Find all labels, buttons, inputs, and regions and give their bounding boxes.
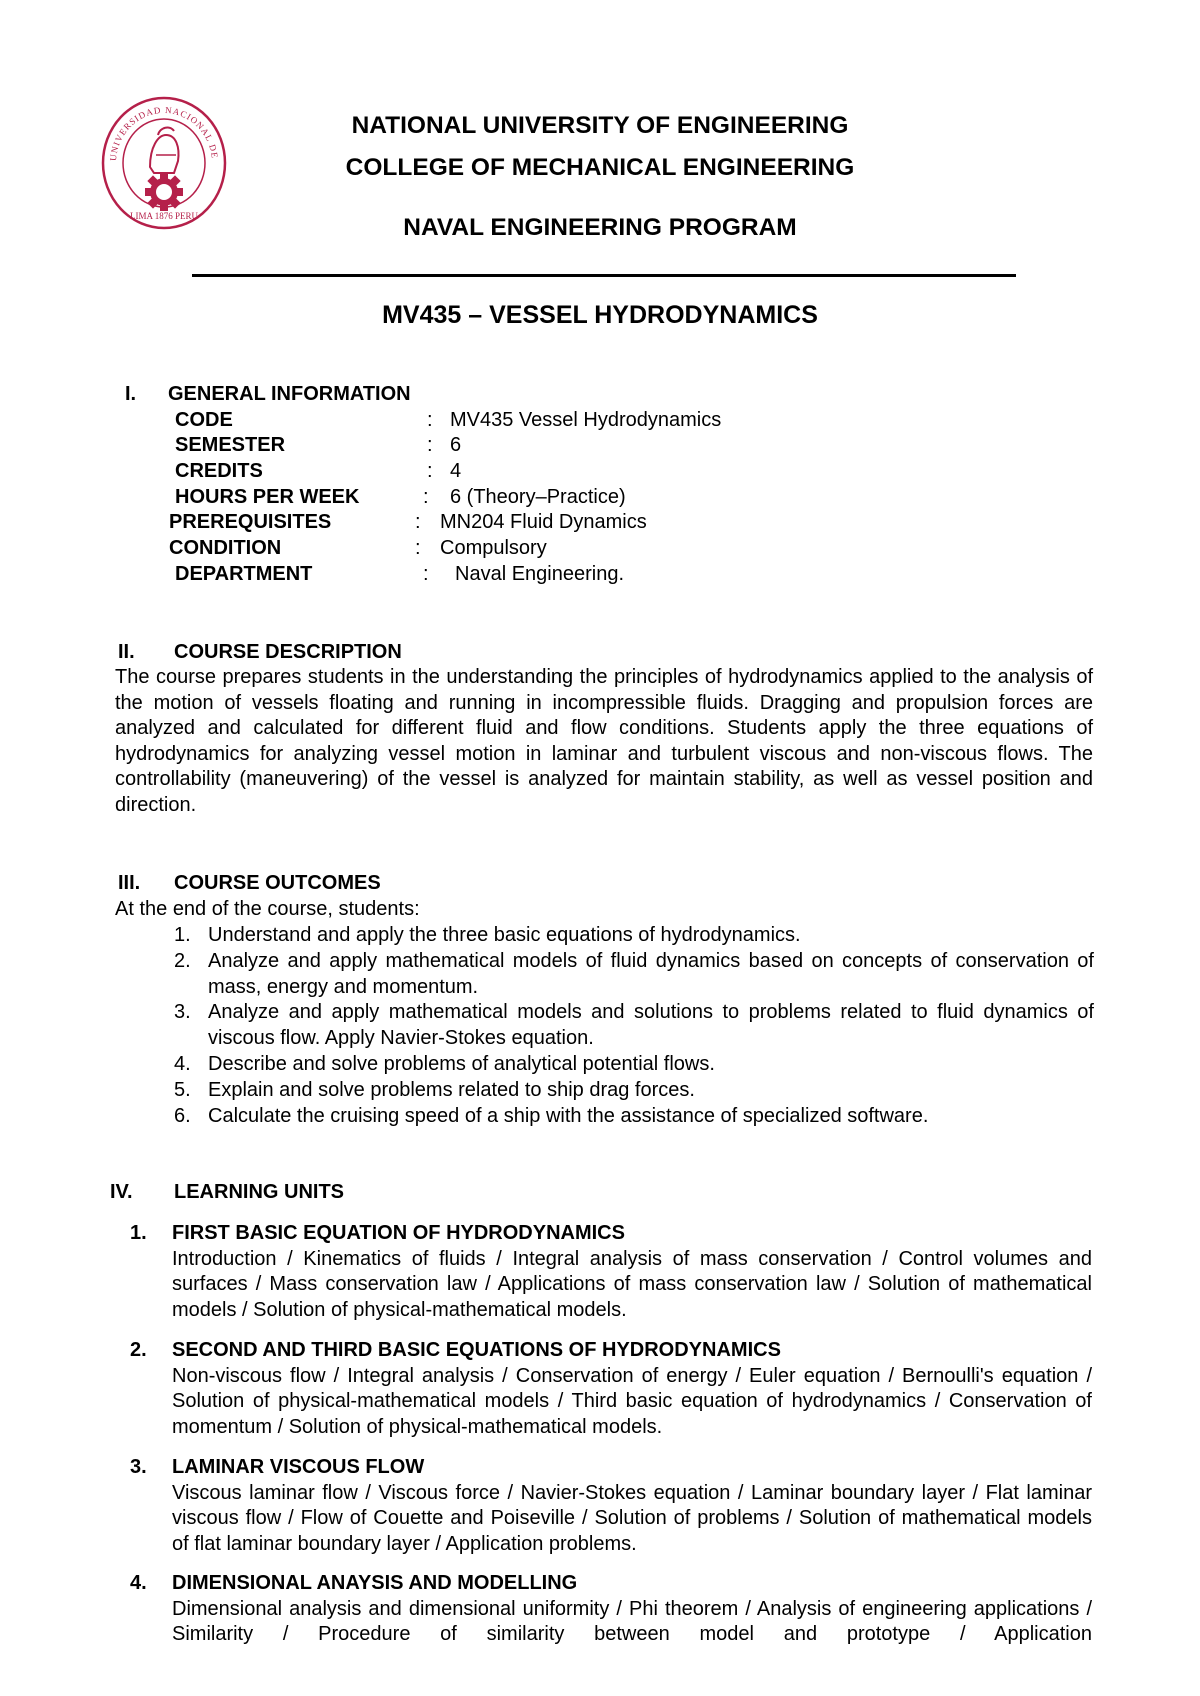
college-name: COLLEGE OF MECHANICAL ENGINEERING [345,154,855,181]
section-title: LEARNING UNITS [174,1181,344,1203]
svg-text:LIMA 1876 PERU: LIMA 1876 PERU [129,211,199,221]
section-number: IV. [110,1181,133,1203]
info-value-hours: 6 (Theory–Practice) [450,486,626,508]
info-value-condition: Compulsory [440,537,547,559]
university-name: NATIONAL UNIVERSITY OF ENGINEERING [351,112,849,139]
learning-unit: 4. DIMENSIONAL ANAYSIS AND MODELLING Dimensional analysis and dimensional uniformity / Phi theorem / Analysis of engineering applications / Similarity / Procedure of similarity between model and prototype / Application [130,1572,1092,1646]
course-description-text: The course prepares students in the understanding the principles of hydrodynamics applied to the analysis of the motion of vessels floating and running in incompressible fluids. Dragging and propulsion forces are analyzed and calculated for different fluid and flow conditions. Students apply the three equations of hydrodynamics for analyzing vessel motion in laminar and turbulent viscous and non-viscous flows. The controllability (maneuvering) of the vessel is analyzed for maintain stability, as well as vessel position and direction. [115,666,1093,816]
list-item: 1. Understand and apply the three basic equations of hydrodynamics. [174,924,801,946]
svg-text:UNIVERSIDAD NACIONAL DE INGENI: UNIVERSIDAD NACIONAL DE [107,104,220,162]
section-title: COURSE DESCRIPTION [174,641,402,663]
section-number: I. [125,383,137,405]
section-number: II. [118,641,135,663]
info-value-credits: 4 [450,460,462,482]
info-row-prerequisites: PREREQUISITES [169,511,332,533]
learning-unit: 2. SECOND AND THIRD BASIC EQUATIONS OF HYDRODYNAMICS Non-viscous flow / Integral analysis / Conservation of energy / Euler equation / Bernoulli's equation / Solution of physical-mathematical models / Third basic equation of hydrodynamics / Conservation of momentum / Solution of physical-mathematical models. [130,1339,1092,1438]
list-item: 5. Explain and solve problems related to ship drag forces. [174,1079,695,1101]
info-row-hours: HOURS PER WEEK [175,486,360,508]
outcomes-intro: At the end of the course, students: [115,898,420,920]
section-number: III. [118,872,141,894]
info-value-semester: 6 [450,434,462,456]
section-title: COURSE OUTCOMES [174,872,381,894]
info-value-prerequisites: MN204 Fluid Dynamics [440,511,647,533]
info-row-semester: SEMESTER [175,434,286,456]
list-item: 2. Analyze and apply mathematical models of fluid dynamics based on concepts of conservation of mass, energy and momentum. [174,950,1094,998]
program-name: NAVAL ENGINEERING PROGRAM [403,214,797,241]
learning-unit: 3. LAMINAR VISCOUS FLOW Viscous laminar flow / Viscous force / Navier-Stokes equation / Laminar boundary layer / Flat laminar viscous flow / Flow of Couette and Poiseville / Solution of problems / Solution of mathematical models of flat laminar boundary layer / Application problems. [130,1456,1092,1555]
list-item: 6. Calculate the cruising speed of a ship with the assistance of specialized software. [174,1105,929,1127]
list-item: 4. Describe and solve problems of analytical potential flows. [174,1053,715,1075]
info-value-code: MV435 Vessel Hydrodynamics [450,409,722,431]
learning-unit: 1. FIRST BASIC EQUATION OF HYDRODYNAMICS Introduction / Kinematics of fluids / Integral analysis of mass conservation / Control volumes and surfaces / Mass conservation law / Applications of mass conservation law / Solution of mathematical models / Solution of physical-mathematical models. [130,1222,1092,1321]
list-item: 3. Analyze and apply mathematical models and solutions to problems related to fluid dynamics of viscous flow. Apply Navier-Stokes equation. [174,1001,1094,1049]
header-divider [192,274,1016,277]
info-value-department: Naval Engineering. [455,563,624,585]
info-row-credits: CREDITS [175,460,263,482]
info-row-department: DEPARTMENT [175,563,313,585]
info-row-condition: CONDITION [169,537,282,559]
info-row-code: CODE [175,409,233,431]
course-title: MV435 – VESSEL HYDRODYNAMICS [382,301,818,329]
section-title: GENERAL INFORMATION [168,383,411,405]
